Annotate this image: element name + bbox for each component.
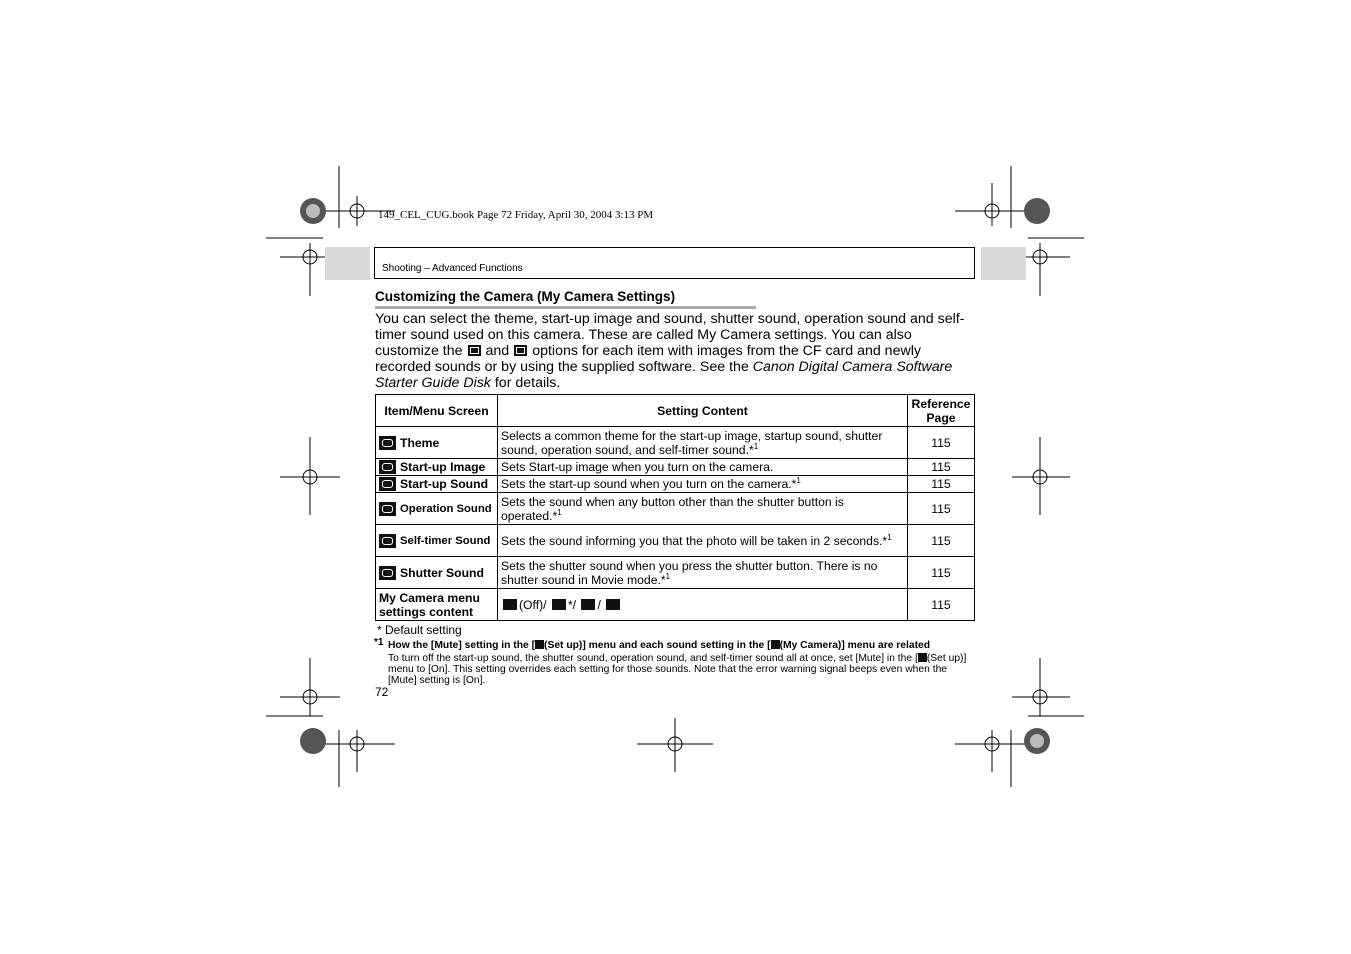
table-row	[376, 589, 975, 621]
intro-text-1: You can select the theme, start-up image and sound, shutter sound, operation sound and self-timer sound used on this camera. These are called My Camera settings. You can also customize the	[375, 311, 965, 359]
off-icon	[503, 599, 517, 610]
footnote-heading-a: How the [Mute] setting in the [	[388, 640, 536, 651]
row-sup: 1	[753, 441, 759, 451]
row-content: Sets the sound when any button other than the shutter button is operated.*	[501, 494, 844, 523]
title-underline	[375, 306, 756, 309]
intro-and: and	[485, 343, 510, 359]
right-gray-tab	[981, 247, 1026, 280]
intro-paragraph	[375, 311, 975, 391]
row-sup: 1	[796, 475, 801, 485]
col-header-page: Reference Page	[908, 395, 975, 427]
row-sup: 1	[665, 571, 671, 581]
row-sup: 1	[557, 507, 562, 517]
footnote-body-a: To turn off the start-up sound, the shutter sound, operation sound, and self-timer sound all at once, set [Mute] in the [	[388, 653, 918, 664]
row-content: Sets the shutter sound when you press the shutter button. There is no shutter sound in Movie mode.*	[501, 558, 878, 587]
row-page: 115	[908, 589, 975, 621]
col-header-content: Setting Content	[498, 395, 908, 427]
table-row	[376, 427, 975, 459]
table-row	[376, 476, 975, 493]
row-page: 115	[908, 427, 975, 459]
row-sup: 1	[887, 532, 892, 542]
footnote-heading-b: (Set up)] menu and each sound setting in the [	[544, 640, 771, 651]
page-number: 72	[375, 685, 389, 699]
startup-image-icon	[379, 460, 396, 474]
book-info-line: 149_CEL_CUG.book Page 72 Friday, April 30, 2004 3:13 PM	[378, 209, 654, 221]
default-setting-note: * Default setting	[377, 623, 462, 637]
intro-italic-title: Canon Digital Camera Software Starter Guide Disk	[375, 359, 953, 391]
section-header	[374, 247, 975, 279]
row-item: My Camera menu settings content	[376, 589, 498, 621]
settings-table	[375, 394, 975, 621]
table-row	[376, 493, 975, 525]
theme-icon	[379, 436, 396, 450]
row-item: Theme	[400, 435, 440, 450]
left-gray-tab	[325, 247, 370, 280]
footnote-body-b: (Set up)] menu to [On]. This setting overrides each setting for those sounds. Note that the error warning signal beeps even when the [Mute] setting is [On].	[388, 653, 967, 686]
row-page: 115	[908, 493, 975, 525]
shutter-sound-icon	[379, 566, 396, 580]
row-page: 115	[908, 525, 975, 557]
footnote-body	[388, 653, 978, 686]
footnote-heading	[388, 640, 930, 651]
off-label: (Off)/	[519, 597, 547, 612]
table-row	[376, 557, 975, 589]
col-header-item: Item/Menu Screen	[376, 395, 498, 427]
row-page: 115	[908, 459, 975, 476]
preset-1-icon	[552, 599, 566, 610]
row-content: Sets the start-up sound when you turn on the camera.*	[501, 477, 797, 491]
row-item: Shutter Sound	[400, 565, 484, 580]
setup-icon	[918, 653, 927, 662]
default-star: */	[567, 597, 577, 612]
row-item: Start-up Sound	[400, 477, 489, 491]
table-row	[376, 525, 975, 557]
row-item: Operation Sound	[400, 502, 492, 515]
operation-sound-icon	[379, 502, 396, 516]
custom-1-icon	[581, 599, 595, 610]
footnote-heading-c: (My Camera)] menu are related	[779, 640, 931, 651]
row-content: Sets the sound informing you that the photo will be taken in 2 seconds.*	[501, 533, 888, 548]
row-page: 115	[908, 476, 975, 493]
setup-icon	[535, 640, 544, 649]
custom-2-icon	[606, 599, 620, 610]
page-title: Customizing the Camera (My Camera Settings)	[375, 289, 676, 304]
table-row	[376, 459, 975, 476]
intro-text-3: for details.	[494, 375, 561, 391]
my-camera-icon	[771, 640, 780, 649]
slash: /	[597, 597, 601, 612]
row-content: Selects a common theme for the start-up image, startup sound, shutter sound, operation sound, and self-timer sound.*	[501, 428, 883, 457]
row-item: Self-timer Sound	[400, 534, 491, 547]
startup-sound-icon	[379, 477, 396, 491]
self-timer-sound-icon	[379, 534, 396, 548]
intro-text-2: options for each item with images from the CF card and newly recorded sounds or by using the supplied software. See the	[375, 343, 921, 375]
row-page: 115	[908, 557, 975, 589]
row-item: Start-up Image	[400, 460, 486, 474]
custom-1-icon	[468, 345, 481, 356]
footnote-mark: *1	[374, 637, 384, 648]
row-content: Sets Start-up image when you turn on the camera.	[501, 460, 774, 474]
custom-2-icon	[514, 345, 527, 356]
section-header-text: Shooting – Advanced Functions	[382, 263, 523, 274]
